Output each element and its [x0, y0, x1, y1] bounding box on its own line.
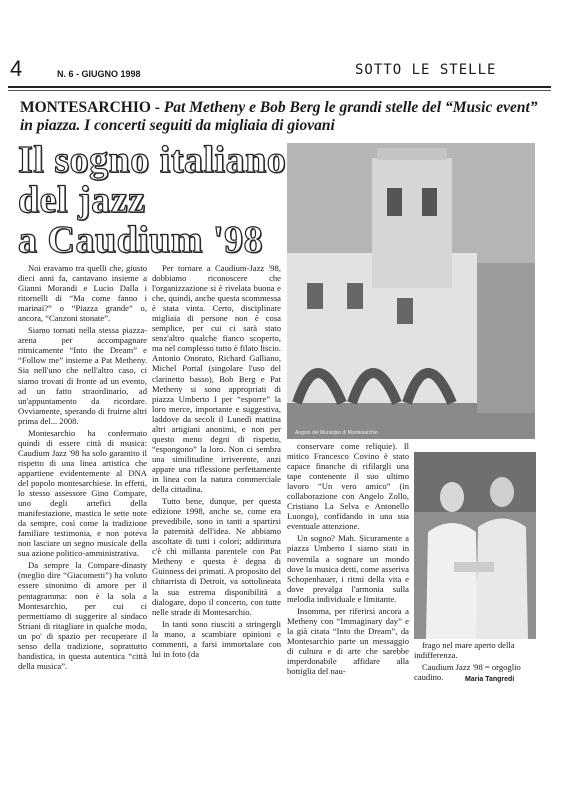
article-column-3 — [287, 441, 409, 678]
issue-date: N. 6 - GIUGNO 1998 — [57, 69, 141, 79]
paragraph: Da sempre la Compare-dinasty (meglio dire “Giacometti”) ha voluto essere sinonimo di amore per il pentagramma: non è la sola a Montesarchio, per cui ci permettiamo di suggerire al sindaco Striani di ritagliare in qualche modo, un po' di spazio per recuperare il senso della tradizione, soprattutto bandistica, in questa autentica “città della musica”. — [18, 560, 147, 671]
photo-two-men — [414, 452, 536, 639]
kicker — [20, 99, 550, 135]
paragraph: Insomma, per riferirsi ancora a Metheny con “Immaginary day” e la già citata “Into the Dream”, da Montesarchio parte un messaggio di cultura e di arte che sarebbe imperdonabile affidare alla bottiglia del nau- — [287, 605, 409, 677]
headline — [18, 140, 438, 260]
header-rule-thin — [8, 90, 551, 91]
headline-line-2: del jazz — [18, 179, 146, 221]
byline: Maria Tangredi — [465, 676, 515, 683]
article-column-1 — [18, 263, 147, 673]
section-title: SOTTO LE STELLE — [355, 62, 497, 78]
paragraph: In tanti sono riusciti a stringergli la mano, a scambiare opinioni e commenti, a farsi immortalare con lui in foto (da — [152, 618, 281, 659]
headline-line-3: a Caudium '98 — [18, 219, 264, 261]
paragraph: Noi eravamo tra quelli che, giusto dieci anni fa, cantavano insieme a Gianni Morandi e Lucio Dalla i ritornelli di “Ma come fanno i marinai?” o “Piazza grande” o, ancora, “Canzoni stonate”. — [18, 263, 147, 324]
page-number: 4 — [10, 56, 23, 81]
paragraph: Un sogno? Mah. Sicuramente a piazza Umberto I siamo stati in novemila a sognare un mondo dove la musica detti, come asseriva Schopenhauer, i ritmi della vita e dove prevalga l'armonia sulla melodia individuale e limitante. — [287, 533, 409, 604]
header-rule — [8, 86, 551, 88]
kicker-place: MONTESARCHIO - — [20, 99, 160, 116]
paragraph: conservare come reliquie). Il mitico Francesco Covino è stato capace finanche di rifilargli una tape contenente il suo ultimo lavoro “Un vero amico” (in collaborazione con Angelo Zollo, Cristiano La Selva e Antonello Luongo), confidando in una sua eventuale attenzione. — [287, 441, 409, 532]
headline-line-1: Il sogno italiano — [18, 139, 287, 181]
photo-caption: Angolo del Municipio di Montesarchio — [295, 430, 378, 436]
paragraph: Caudium Jazz '98 = orgoglio caudino. — [414, 662, 521, 683]
paragraph: Tutto bene, dunque, per questa edizione 1998, anche se, come era prevedibile, sono in tanti a spartirsi la paternità dell'idea. Ne abbiamo ascoltate di tutti i colori; addirittura c'è chi millanta parentele con Pat Metheny e questa è degna di Guinness dei primati. A proposito del chitarrista di Detroit, va sottolineata la sua estrema disponibilità a dialogare, dopo il concerto, con tutte nelle strade di Montesarchio. — [152, 496, 281, 617]
paragraph: frago nel mare aperto della indifferenza. — [414, 640, 515, 661]
paragraph: Per tornare a Caudium-Jazz '98, dobbiamo riconoscere che l'organizzazione si è rivelata buona e che, quindi, anche questa scommessa è stata vinta. Certo, disciplinare migliaia di persone non è cosa semplice, per cui ci sarà stato senz'altro qualche fianco scoperto, ma nel complesso tutto è filato liscio. Antonio Onorato, Richard Galliano, Michel Portal (singolare l'uso del clarinetto basso), Bob Berg e Pat Metheny si sono appropriati di piazza Umberto I per “esporre” la loro merce, importante e suggestiva, laddove da secoli il Lunedì mattina altri artigiani anonimi, e non per questo meno degni di rispetto, “espongono” la loro. Non ci sembra una similitudine irriverente, anzi appare una riflessione perfettamente in linea con la natura commerciale della cittadina. — [152, 263, 281, 495]
paragraph: Montesarchio ha confermato quindi di essere città di musica: Caudium Jazz '98 ha solo garantito il rispetto di una linea artistica che appartiene evidentemente al DNA del popolo montesarchiese. In effetti, lo stesso assessore Gino Compare, uno degli artefici della manifestazione, mastica le sette note da sempre, così come la tradizione familiare testimonia, e non poteva non lasciare un segno musicale della sua azione politico-amministrativa. — [18, 427, 147, 559]
paragraph: Siamo tornati nella stessa piazza-arena per accompagnare ritmicamente “Into the Dream” e “Follow me” insieme a Pat Metheny. Sia nell'uno che nell'altro caso, ci siamo trovati di fronte ad un evento, ad un fatto straordinario, ad un'appuntamento da ricordare. Ovviamente, sperando di fruirne altri prima del... 2008. — [18, 325, 147, 426]
kicker-text: Pat Metheny e Bob Berg le grandi stelle del “Music event” in piazza. I concerti seguiti da migliaia di giovani — [20, 99, 538, 134]
article-column-2 — [152, 263, 281, 661]
